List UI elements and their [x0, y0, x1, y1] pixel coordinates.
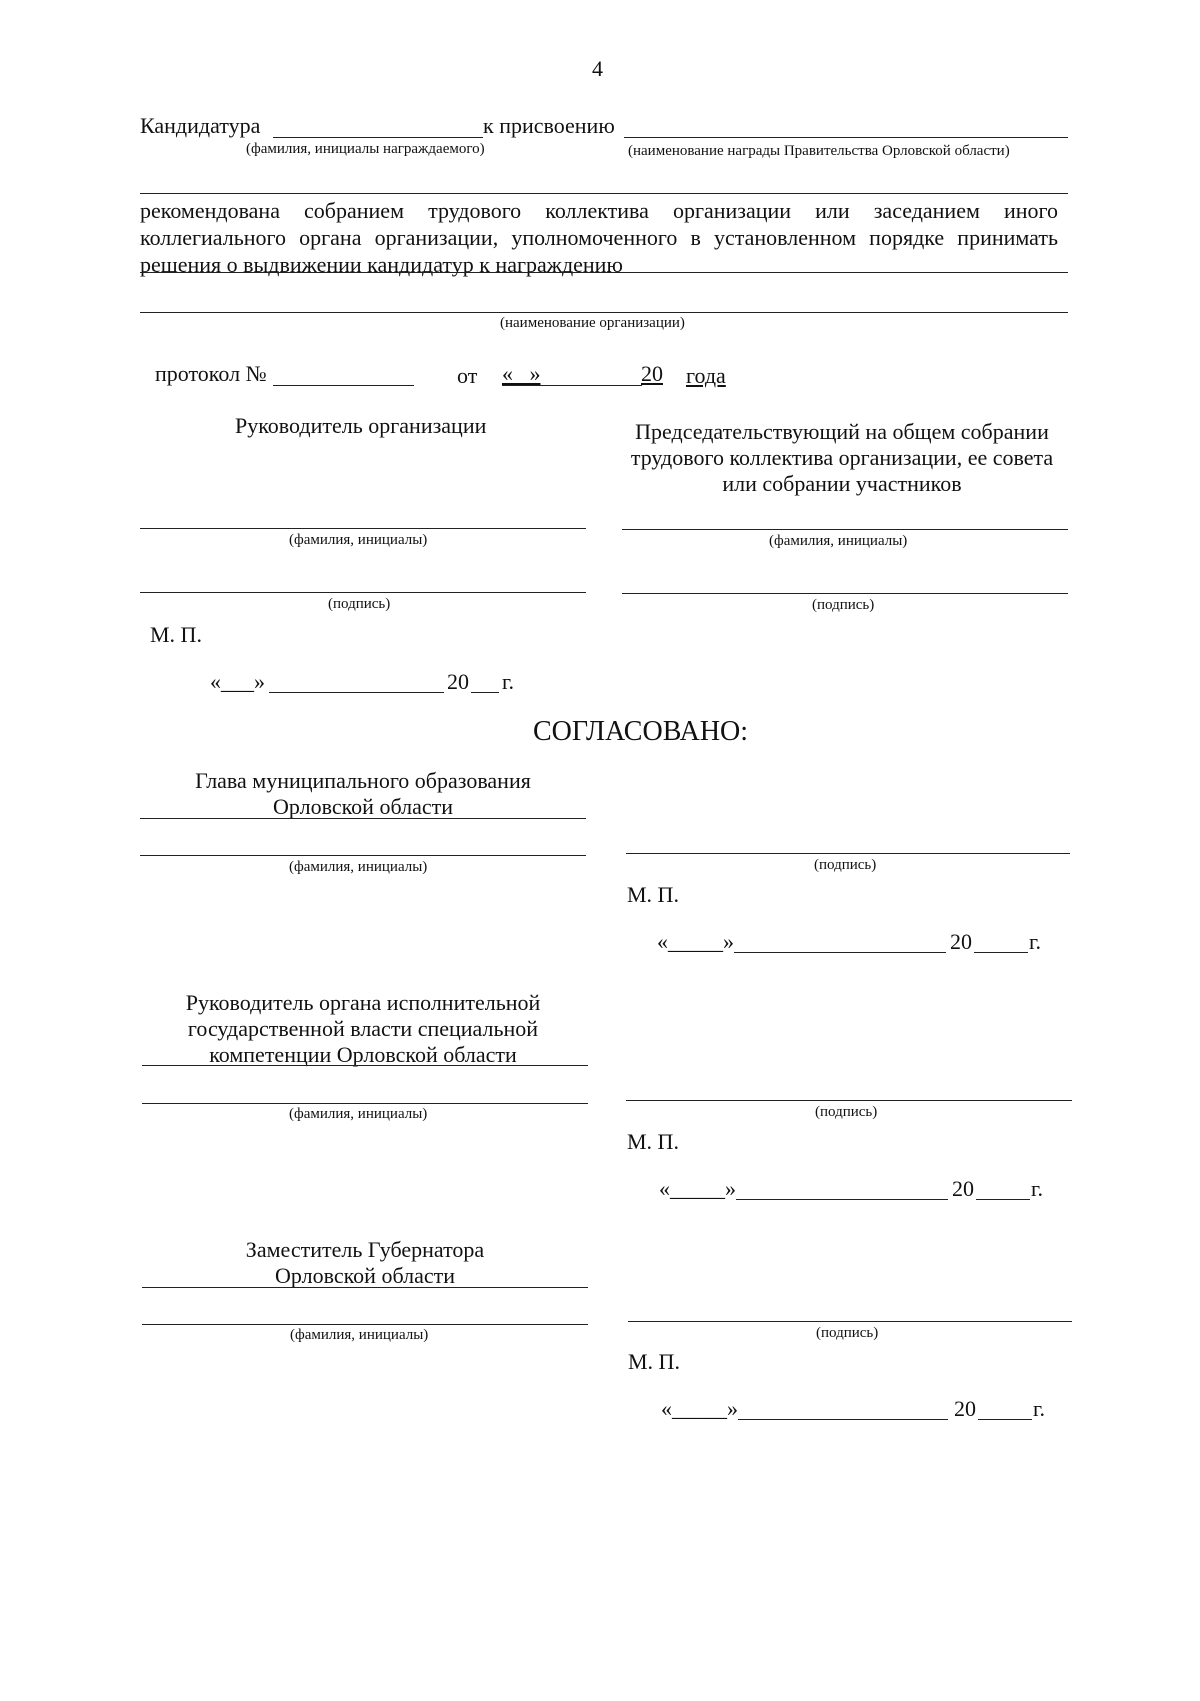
- chairman-title: [622, 419, 1062, 497]
- approver-1-sign-caption: (подпись): [814, 857, 877, 873]
- approver-1-year-line[interactable]: [974, 952, 1028, 953]
- approver-3-date-suffix: г.: [1033, 1396, 1046, 1421]
- approver-1-title-line: [140, 818, 586, 819]
- approver-3-title-line-2: Орловской области: [275, 1263, 455, 1288]
- approver-3-year-line[interactable]: [978, 1419, 1032, 1420]
- approver-2-title-line-1: Руководитель органа исполнительной: [185, 990, 541, 1015]
- approver-3-stamp: М. П.: [628, 1349, 680, 1374]
- approver-2-title-line-3: компетенции Орловской области: [209, 1042, 517, 1067]
- approver-1-date-open[interactable]: «_____»: [657, 929, 734, 954]
- approver-1-date-suffix: г.: [1029, 929, 1042, 954]
- approver-2-year-line[interactable]: [976, 1199, 1030, 1200]
- approver-2-date-line[interactable]: [736, 1199, 948, 1200]
- approver-1-stamp: М. П.: [627, 882, 679, 907]
- chairman-sign-line[interactable]: [622, 593, 1068, 594]
- org-line-1[interactable]: [140, 272, 1068, 273]
- approver-3-title-line-1: Заместитель Губернатора: [245, 1237, 485, 1262]
- approver-3-date-line[interactable]: [738, 1419, 948, 1420]
- recommendation-line-1: рекомендована собранием трудового коллектива организации или заседанием иного: [140, 198, 1058, 223]
- chairman-name-line[interactable]: [622, 529, 1068, 530]
- date-year-line[interactable]: [471, 692, 499, 693]
- approver-2-date-open[interactable]: «_____»: [659, 1176, 736, 1201]
- protocol-number-line[interactable]: [273, 385, 414, 386]
- approver-3-title-line: [142, 1287, 588, 1288]
- approver-3-name-caption: (фамилия, инициалы): [290, 1327, 429, 1343]
- date-year: 20: [447, 669, 469, 694]
- approver-2-name-line[interactable]: [142, 1103, 588, 1104]
- chairman-title-line-2: трудового коллектива организации, ее совета: [630, 445, 1054, 470]
- page-number: 4: [592, 56, 603, 81]
- approver-3-date-year: 20: [954, 1396, 976, 1421]
- approver-2-name-caption: (фамилия, инициалы): [289, 1106, 428, 1122]
- head-sign-line[interactable]: [140, 592, 586, 593]
- approver-1-name-caption: (фамилия, инициалы): [289, 859, 428, 875]
- approver-2-title: [140, 990, 586, 1068]
- head-of-org-title: Руководитель организации: [235, 413, 487, 438]
- approved-heading: СОГЛАСОВАНО:: [533, 716, 749, 747]
- approver-3-name-line[interactable]: [142, 1324, 588, 1325]
- chairman-title-line-3: или собрании участников: [722, 471, 962, 496]
- org-caption: (наименование организации): [500, 315, 685, 331]
- chairman-title-line-1: Председательствующий на общем собрании: [635, 419, 1049, 444]
- approver-1-date-line[interactable]: [734, 952, 946, 953]
- approver-1-title-line-2: Орловской области: [273, 794, 453, 819]
- head-name-line[interactable]: [140, 528, 586, 529]
- approver-2-date-year: 20: [952, 1176, 974, 1201]
- head-sign-caption: (подпись): [328, 596, 391, 612]
- candidate-name-line[interactable]: [273, 137, 483, 138]
- recommendation-line-3: решения о выдвижении кандидатур к награждению: [140, 252, 623, 277]
- protocol-year-word: года: [686, 363, 726, 388]
- to-award-label: к присвоению: [483, 113, 615, 138]
- chairman-name-caption: (фамилия, инициалы): [769, 533, 908, 549]
- approver-2-title-line: [142, 1065, 588, 1066]
- protocol-from-label: от: [457, 363, 478, 388]
- chairman-sign-caption: (подпись): [812, 597, 875, 613]
- award-name-line[interactable]: [624, 137, 1068, 138]
- approver-3-title: [142, 1237, 588, 1289]
- approver-3-date-open[interactable]: «_____»: [661, 1396, 738, 1421]
- approver-1-sign-line[interactable]: [626, 853, 1070, 854]
- date-month-line[interactable]: [269, 692, 444, 693]
- approver-1-title-line-1: Глава муниципального образования: [195, 768, 531, 793]
- head-name-caption: (фамилия, инициалы): [289, 532, 428, 548]
- candidate-label: Кандидатура: [140, 113, 261, 138]
- stamp-label: М. П.: [150, 622, 202, 647]
- candidate-name-caption: (фамилия, инициалы награждаемого): [246, 141, 485, 157]
- approver-3-sign-line[interactable]: [628, 1321, 1072, 1322]
- date-suffix: г.: [502, 669, 515, 694]
- approver-1-name-line[interactable]: [140, 855, 586, 856]
- approver-1-date-year: 20: [950, 929, 972, 954]
- approver-2-stamp: М. П.: [627, 1129, 679, 1154]
- approver-3-sign-caption: (подпись): [816, 1325, 879, 1341]
- org-line-2[interactable]: [140, 312, 1068, 313]
- award-name-caption: (наименование награды Правительства Орловской области): [628, 143, 1010, 159]
- award-continuation-line[interactable]: [140, 193, 1068, 194]
- protocol-date-line[interactable]: [502, 385, 642, 386]
- approver-1-title: [140, 768, 586, 820]
- recommendation-line-2: коллегиального органа организации, уполномоченного в установленном порядке принимать: [140, 225, 1058, 250]
- approver-2-sign-line[interactable]: [626, 1100, 1072, 1101]
- approver-2-title-line-2: государственной власти специальной: [187, 1016, 539, 1041]
- approver-2-sign-caption: (подпись): [815, 1104, 878, 1120]
- protocol-date-quotes[interactable]: « »: [502, 361, 541, 386]
- recommendation-paragraph: [140, 197, 1058, 278]
- date-open[interactable]: «___»: [210, 669, 265, 694]
- protocol-year-prefix: 20: [641, 361, 663, 386]
- protocol-number-label: протокол №: [155, 361, 267, 386]
- approver-2-date-suffix: г.: [1031, 1176, 1044, 1201]
